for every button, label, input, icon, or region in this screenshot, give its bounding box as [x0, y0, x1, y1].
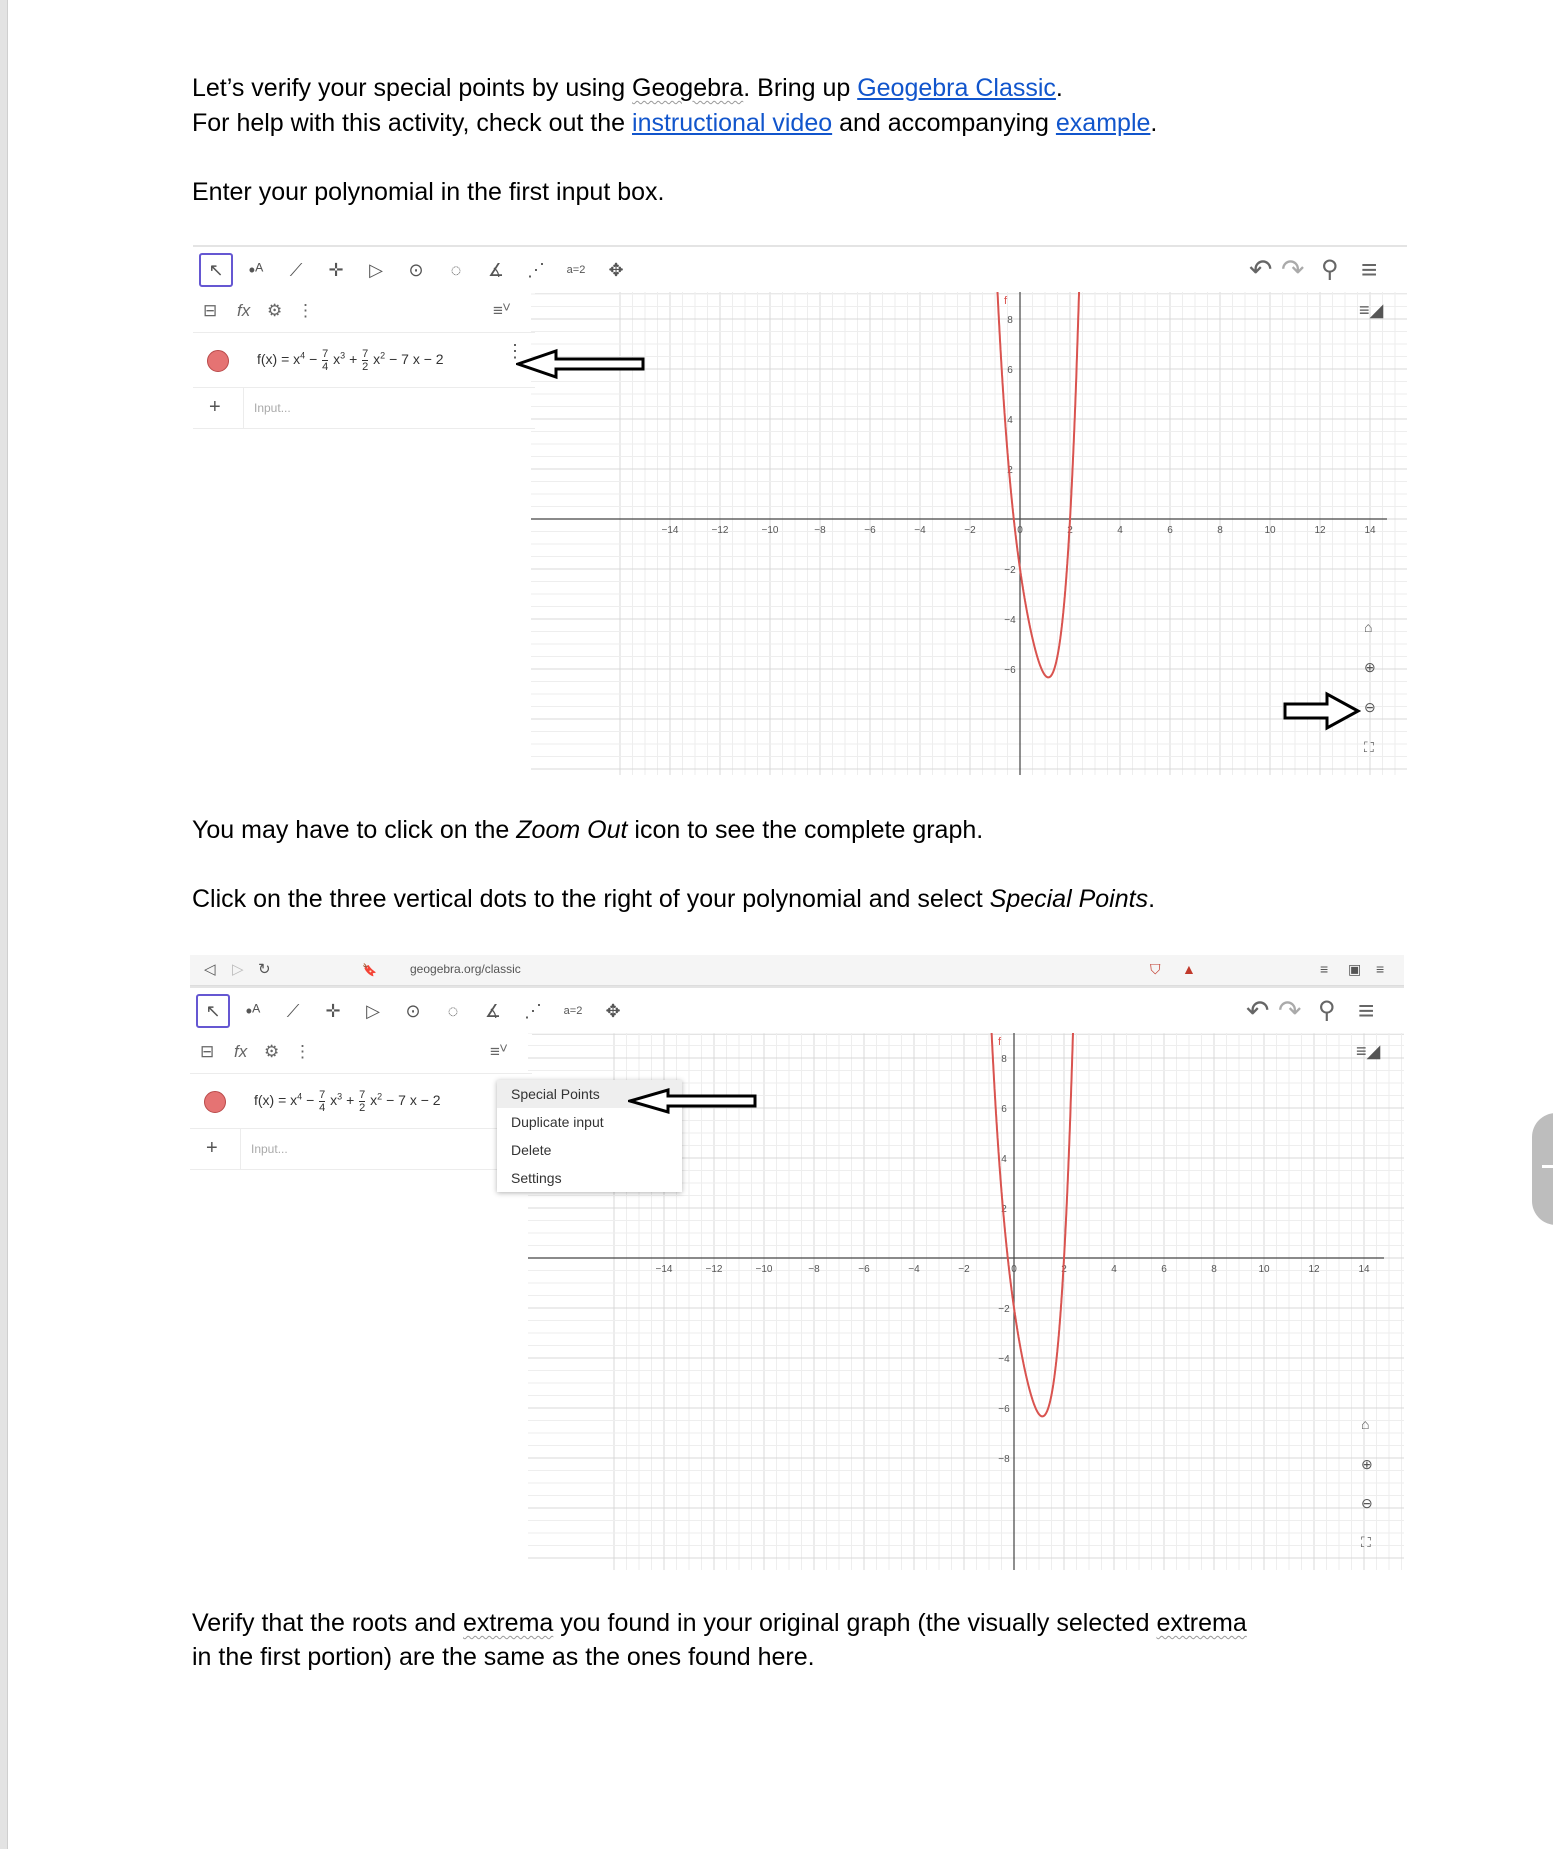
x-tick-label: 12 — [1308, 1264, 1320, 1275]
intro-text: . Bring up — [743, 74, 858, 102]
algebra-view — [190, 1033, 532, 1570]
x-tick-label: −8 — [808, 1264, 820, 1275]
side-panel-handle[interactable] — [1532, 1113, 1553, 1225]
more-vertical-icon[interactable]: ⋮ — [297, 301, 314, 320]
algebra-view — [193, 292, 535, 775]
y-tick-label: 6 — [1001, 1104, 1007, 1115]
intro-text: . — [1055, 74, 1063, 102]
graphics-view[interactable] — [531, 292, 1407, 775]
x-tick-label: 10 — [1264, 525, 1276, 536]
angle-tool-icon[interactable]: ∡ — [487, 259, 505, 280]
x-tick-label: −2 — [964, 525, 976, 536]
geogebra-toolbar — [190, 986, 1404, 1035]
polygon-tool-icon[interactable]: ▷ — [366, 1000, 380, 1021]
special-points-term: Special Points — [989, 885, 1149, 913]
slider-tool-icon[interactable] — [556, 994, 590, 1028]
intro-text: and accompanying — [832, 109, 1056, 137]
rewards-icon[interactable]: ▲ — [1182, 961, 1196, 977]
y-tick-label: 4 — [1007, 415, 1013, 426]
page-left-margin — [0, 0, 8, 1849]
polygon-tool-icon[interactable]: ▷ — [369, 259, 383, 280]
x-tick-label: 12 — [1314, 525, 1326, 536]
point-tool-icon[interactable]: •ᴬ — [245, 1000, 261, 1021]
menu-item-duplicate-input[interactable]: Duplicate input — [511, 1114, 604, 1130]
slider-label: a=2 — [563, 1005, 583, 1017]
x-tick-label: −2 — [958, 1264, 970, 1275]
intro-text: . — [1150, 109, 1158, 137]
y-tick-label: 4 — [1001, 1154, 1007, 1165]
intro-line-3: Enter your polynomial in the first input box. — [192, 178, 665, 206]
fullscreen-icon[interactable]: ⛶ — [1361, 1534, 1371, 1550]
menu-item-special-points[interactable]: Special Points — [497, 1080, 682, 1108]
add-icon[interactable]: + — [209, 396, 221, 418]
wallet-icon[interactable]: ▣ — [1348, 961, 1362, 977]
home-icon[interactable]: ⌂ — [1364, 619, 1373, 635]
x-tick-label: −4 — [908, 1264, 920, 1275]
fullscreen-icon[interactable]: ⛶ — [1364, 739, 1374, 755]
y-tick-label: −2 — [1004, 565, 1016, 576]
zoom-instruction: You may have to click on the Zoom Out icon to see the complete graph. — [192, 816, 984, 844]
closing-line-2: in the first portion) are the same as the ones found here. — [192, 1643, 815, 1671]
gear-icon[interactable]: ⚙ — [267, 301, 283, 320]
algebra-header — [190, 1033, 532, 1074]
style-bar-icon[interactable]: ≡◢ — [1359, 300, 1384, 320]
x-tick-label: 14 — [1358, 1264, 1370, 1275]
home-icon[interactable]: ⌂ — [1361, 1416, 1370, 1432]
closing-line-1: Verify that the roots and extrema you found in your original graph (the visually selected extrema — [192, 1609, 1247, 1637]
menu-item-settings[interactable]: Settings — [511, 1170, 562, 1186]
y-tick-label: −6 — [998, 1404, 1010, 1415]
y-tick-label: 8 — [1007, 315, 1013, 326]
perpendicular-tool-icon[interactable]: ✛ — [328, 259, 344, 280]
y-tick-label: 2 — [1001, 1204, 1007, 1215]
back-icon[interactable]: ◁ — [204, 961, 216, 978]
intro-line-1 — [192, 71, 1063, 106]
instructional-video-link[interactable]: instructional video — [632, 109, 833, 137]
x-tick-label: 8 — [1217, 525, 1223, 536]
move-view-icon[interactable]: ✥ — [605, 1000, 621, 1021]
geogebra-screenshot-2 — [190, 955, 1404, 1570]
circle-tool-icon[interactable]: ⊙ — [405, 1000, 421, 1021]
description-mode-icon[interactable]: ≡ⱽ — [490, 1042, 508, 1061]
x-tick-label: −12 — [711, 525, 729, 536]
bookmark-icon[interactable]: 🔖 — [362, 963, 377, 977]
point-tool-icon[interactable]: •ᴬ — [248, 259, 264, 280]
forward-icon[interactable]: ▷ — [232, 961, 244, 978]
input-field[interactable]: Input... — [251, 1142, 288, 1156]
description-mode-icon[interactable]: ≡ⱽ — [493, 301, 511, 320]
y-tick-label: −2 — [998, 1304, 1010, 1315]
reflect-tool-icon[interactable]: ⋰ — [527, 259, 545, 280]
reload-icon[interactable]: ↻ — [258, 961, 271, 978]
algebra-input-row[interactable] — [190, 1129, 532, 1170]
browser-menu-icon[interactable]: ≡ — [1376, 961, 1385, 977]
more-vertical-icon[interactable]: ⋮ — [294, 1042, 311, 1061]
add-icon[interactable]: + — [206, 1137, 218, 1159]
x-tick-label: 2 — [1061, 1264, 1067, 1275]
y-tick-label: −6 — [1004, 665, 1016, 676]
x-tick-label: −6 — [858, 1264, 870, 1275]
input-field[interactable]: Input... — [254, 401, 291, 415]
x-tick-label: 14 — [1364, 525, 1376, 536]
x-tick-label: −12 — [705, 1264, 723, 1275]
x-tick-label: 2 — [1067, 525, 1073, 536]
x-tick-label: 6 — [1167, 525, 1173, 536]
algebra-toggle-icon[interactable]: ⊟ — [200, 1042, 215, 1061]
x-tick-label: 10 — [1258, 1264, 1270, 1275]
function-expression[interactable]: $f(x) = x^4$ − $\frac{7}{4}$ $x^3$ + $\frac{7}{2}$ $x^2 - 7$ x − 2 — [254, 1089, 441, 1114]
function-label: f — [1004, 295, 1008, 307]
menu-icon[interactable]: ≡ — [1361, 254, 1378, 285]
x-tick-label: −14 — [655, 1264, 673, 1275]
zoom-out-icon[interactable]: ⊖ — [1364, 699, 1376, 715]
y-tick-label: −4 — [998, 1354, 1010, 1365]
right-arrow-annotation-icon — [1283, 691, 1361, 731]
x-tick-label: 4 — [1111, 1264, 1117, 1275]
geogebra-screenshot-1 — [193, 245, 1407, 775]
x-tick-label: −14 — [661, 525, 679, 536]
y-tick-label: 2 — [1007, 465, 1013, 476]
menu-item-delete[interactable]: Delete — [511, 1142, 552, 1158]
browser-address-bar — [190, 955, 1404, 986]
undo-icon[interactable]: ↶ — [1249, 254, 1273, 285]
gear-icon[interactable]: ⚙ — [264, 1042, 280, 1061]
circle-three-points-icon[interactable]: ◌ — [450, 259, 462, 280]
x-tick-label: 0 — [1017, 525, 1023, 536]
move-view-icon[interactable]: ✥ — [608, 259, 624, 280]
algebra-header — [193, 292, 535, 333]
move-tool-icon[interactable]: ↖ — [199, 253, 233, 287]
search-icon[interactable]: ⚲ — [1318, 997, 1336, 1024]
undo-icon[interactable]: ↶ — [1246, 995, 1270, 1026]
zoom-out-term: Zoom Out — [516, 816, 628, 844]
y-tick-label: 8 — [1001, 1054, 1007, 1065]
circle-three-points-icon[interactable]: ◌ — [447, 1000, 459, 1021]
redo-icon[interactable]: ↷ — [1281, 254, 1305, 285]
circle-tool-icon[interactable]: ⊙ — [408, 259, 424, 280]
y-tick-label: 6 — [1007, 365, 1013, 376]
zoom-out-icon[interactable]: ⊖ — [1361, 1495, 1373, 1511]
y-tick-label: −8 — [998, 1454, 1010, 1465]
brave-shield-icon[interactable]: ⛉ — [1150, 961, 1161, 977]
geogebra-toolbar — [193, 245, 1407, 294]
reflect-tool-icon[interactable]: ⋰ — [524, 1000, 542, 1021]
x-tick-label: 0 — [1011, 1264, 1017, 1275]
x-tick-label: −6 — [864, 525, 876, 536]
algebra-input-row[interactable] — [193, 388, 535, 429]
x-tick-label: −4 — [914, 525, 926, 536]
style-bar-icon[interactable]: ≡◢ — [1356, 1041, 1381, 1061]
algebra-toggle-icon[interactable]: ⊟ — [203, 301, 218, 320]
url-text[interactable]: geogebra.org/classic — [410, 962, 521, 976]
fx-icon[interactable]: fx — [234, 1042, 248, 1061]
row-more-icon[interactable]: ⋮ — [506, 341, 524, 361]
x-tick-label: 8 — [1211, 1264, 1217, 1275]
line-tool-icon[interactable]: ⟋ — [289, 259, 303, 280]
x-tick-label: −8 — [814, 525, 826, 536]
reading-list-icon[interactable]: ≡ — [1320, 961, 1329, 977]
geogebra-word: Geogebra — [632, 74, 744, 102]
move-tool-icon[interactable]: ↖ — [196, 994, 230, 1028]
zoom-in-icon[interactable]: ⊕ — [1364, 659, 1376, 675]
algebra-row-function[interactable] — [193, 333, 535, 388]
extrema-word: extrema — [1156, 1609, 1247, 1637]
visibility-toggle-icon[interactable] — [207, 350, 229, 372]
left-arrow-annotation-icon — [516, 348, 646, 380]
slider-label: a=2 — [566, 264, 586, 276]
x-tick-label: 4 — [1117, 525, 1123, 536]
function-label: f — [998, 1036, 1002, 1048]
slider-tool-icon[interactable] — [559, 253, 593, 287]
example-link[interactable]: example — [1055, 109, 1151, 137]
geogebra-classic-link[interactable]: Geogebra Classic — [857, 74, 1056, 102]
intro-line-2 — [192, 106, 1157, 141]
x-tick-label: −10 — [755, 1264, 773, 1275]
redo-icon[interactable]: ↷ — [1278, 995, 1302, 1026]
search-icon[interactable]: ⚲ — [1321, 256, 1339, 283]
line-tool-icon[interactable]: ⟋ — [286, 1000, 300, 1021]
zoom-in-icon[interactable]: ⊕ — [1361, 1456, 1373, 1472]
y-tick-label: −4 — [1004, 615, 1016, 626]
visibility-toggle-icon[interactable] — [204, 1091, 226, 1113]
function-expression[interactable]: $f(x) = x^4$ − $\frac{7}{4}$ $x^3$ + $\frac{7}{2}$ $x^2 - 7$ x − 2 — [257, 348, 444, 373]
intro-text: Let’s verify your special points by using — [192, 74, 633, 102]
x-tick-label: −10 — [761, 525, 779, 536]
dots-instruction: Click on the three vertical dots to the right of your polynomial and select Special Points. — [192, 885, 1156, 913]
intro-text: For help with this activity, check out the — [192, 109, 633, 137]
angle-tool-icon[interactable]: ∡ — [484, 1000, 502, 1021]
fx-icon[interactable]: fx — [237, 301, 251, 320]
left-arrow-annotation-icon — [628, 1085, 758, 1117]
extrema-word: extrema — [463, 1609, 554, 1637]
algebra-row-function[interactable] — [190, 1074, 532, 1129]
menu-icon[interactable]: ≡ — [1358, 995, 1375, 1026]
x-tick-label: 6 — [1161, 1264, 1167, 1275]
perpendicular-tool-icon[interactable]: ✛ — [325, 1000, 341, 1021]
